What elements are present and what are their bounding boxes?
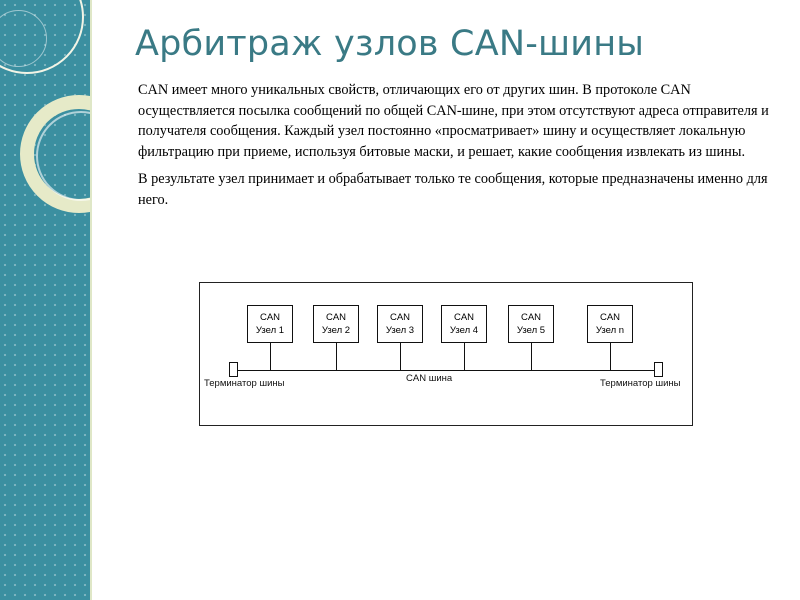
- node-label: CAN: [453, 312, 475, 323]
- can-bus-diagram: [199, 282, 693, 426]
- bus-line: [238, 370, 656, 371]
- terminator-left: [229, 362, 238, 377]
- terminator-right-label: Терминатор шины: [600, 378, 681, 389]
- node-label: CAN: [259, 312, 281, 323]
- node-label: Узел n: [595, 325, 625, 336]
- node-connector: [610, 342, 611, 370]
- node-label: CAN: [599, 312, 621, 323]
- node-label: Узел 1: [255, 325, 285, 336]
- node-label: CAN: [520, 312, 542, 323]
- node-label: Узел 4: [449, 325, 479, 336]
- can-node-box: [313, 305, 359, 343]
- can-node-box: [587, 305, 633, 343]
- node-label: CAN: [389, 312, 411, 323]
- decorative-side-band: [0, 0, 90, 600]
- slide-title: Арбитраж узлов CAN-шины: [135, 24, 645, 64]
- bus-label: CAN шина: [406, 373, 453, 384]
- side-divider: [90, 0, 92, 600]
- node-connector: [531, 342, 532, 370]
- terminator-right: [654, 362, 663, 377]
- terminator-left-label: Терминатор шины: [204, 378, 285, 389]
- node-connector: [464, 342, 465, 370]
- node-label: Узел 3: [385, 325, 415, 336]
- paragraph: CAN имеет много уникальных свойств, отличающих его от других шин. В протоколе CAN осуществляется посылка сообщений по общей CAN-шине, при этом отсутствуют адреса отправителя и получателя сообщения. Каждый узел постоянно «просматривает» шину и осуществляет локальную фильтрацию при приеме, используя битовые маски, и решает, какие сообщения извлекать из шины.: [138, 82, 769, 160]
- slide-body: [138, 80, 778, 217]
- can-node-box: [441, 305, 487, 343]
- paragraph: В результате узел принимает и обрабатывает только те сообщения, которые предназначены именно для него.: [138, 171, 768, 208]
- node-connector: [336, 342, 337, 370]
- node-label: CAN: [325, 312, 347, 323]
- node-label: Узел 2: [321, 325, 351, 336]
- node-connector: [270, 342, 271, 370]
- node-label: Узел 5: [516, 325, 546, 336]
- node-connector: [400, 342, 401, 370]
- can-node-box: [247, 305, 293, 343]
- can-node-box: [377, 305, 423, 343]
- decorative-ring: [0, 0, 84, 74]
- can-node-box: [508, 305, 554, 343]
